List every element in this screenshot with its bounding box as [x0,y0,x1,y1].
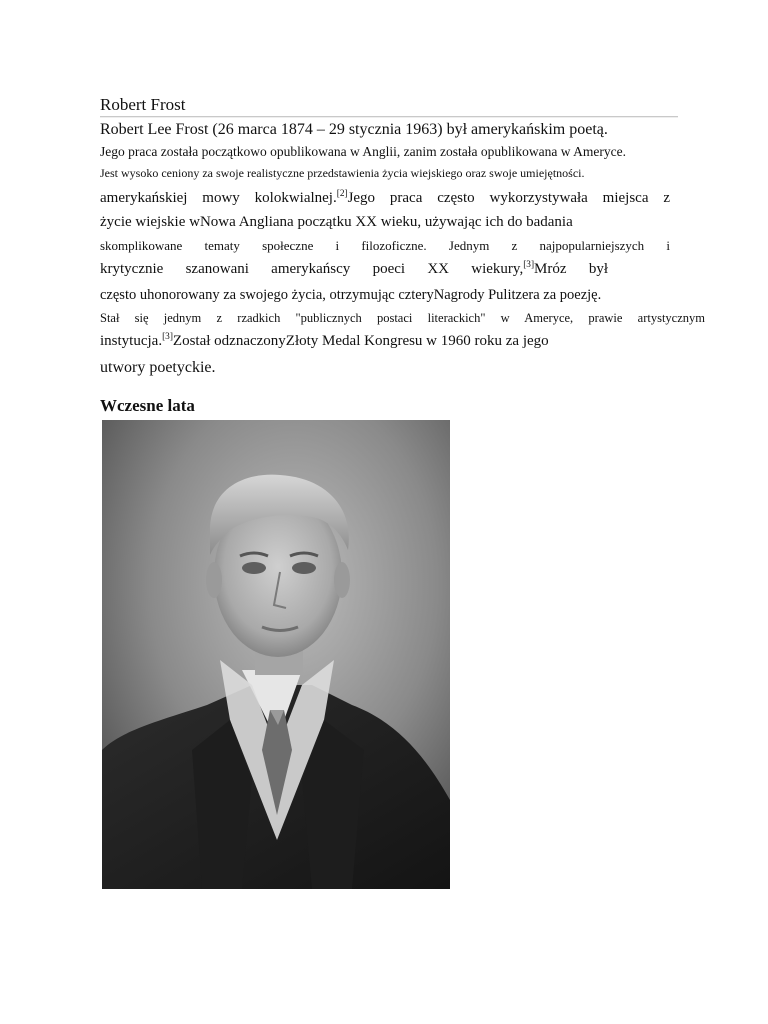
text-segment: amerykańskiej mowy kolokwialnej. [100,190,337,206]
text-segment: krytycznie szanowani amerykańscy poeci XX wiekury, [100,261,524,277]
text-segment: Został odznaczonyZłoty Medal Kongresu w 1960 roku za jego [172,333,549,349]
intro-line-6: skomplikowane tematy społeczne i filozoficzne. Jednym z najpopularniejszych i [100,238,670,253]
intro-line-4 [100,191,670,206]
intro-line-2: Jego praca została początkowo opublikowana w Anglii, zanim została opublikowana w Ameryce. [100,144,626,159]
intro-line-11: utwory poetyckie. [100,359,216,376]
intro-line-5 [100,215,573,230]
intro-line-8: często uhonorowany za swojego życia, otrzymując czteryNagrody Pulitzera za poezję. [100,287,602,303]
intro-line-10 [100,334,549,349]
text-segment: życie wiejskie wNowa Angliana początku XX wieku, używając ich do badania [100,214,573,230]
page-title: Robert Frost [100,95,186,114]
text-segment: Jego praca często wykorzystywała miejsca z [347,190,670,206]
citation-link[interactable]: [3] [523,260,535,270]
intro-line-1: Robert Lee Frost (26 marca 1874 – 29 stycznia 1963) był amerykańskim poetą. [100,121,608,138]
portrait-photo [102,420,450,889]
citation-link[interactable]: [3] [162,332,173,342]
intro-line-9: Stał się jednym z rzadkich "publicznych postaci literackich" w Ameryce, prawie artystycznym [100,311,705,325]
text-segment: instytucja. [100,333,163,349]
title-divider [100,116,678,118]
citation-link[interactable]: [2] [336,189,348,199]
text-segment: Mróz był [534,261,608,277]
intro-line-3: Jest wysoko ceniony za swoje realistyczne przedstawienia życia wiejskiego oraz swoje umiejętności. [100,166,585,180]
section-heading-early-years: Wczesne lata [100,396,195,415]
intro-line-7 [100,262,608,277]
